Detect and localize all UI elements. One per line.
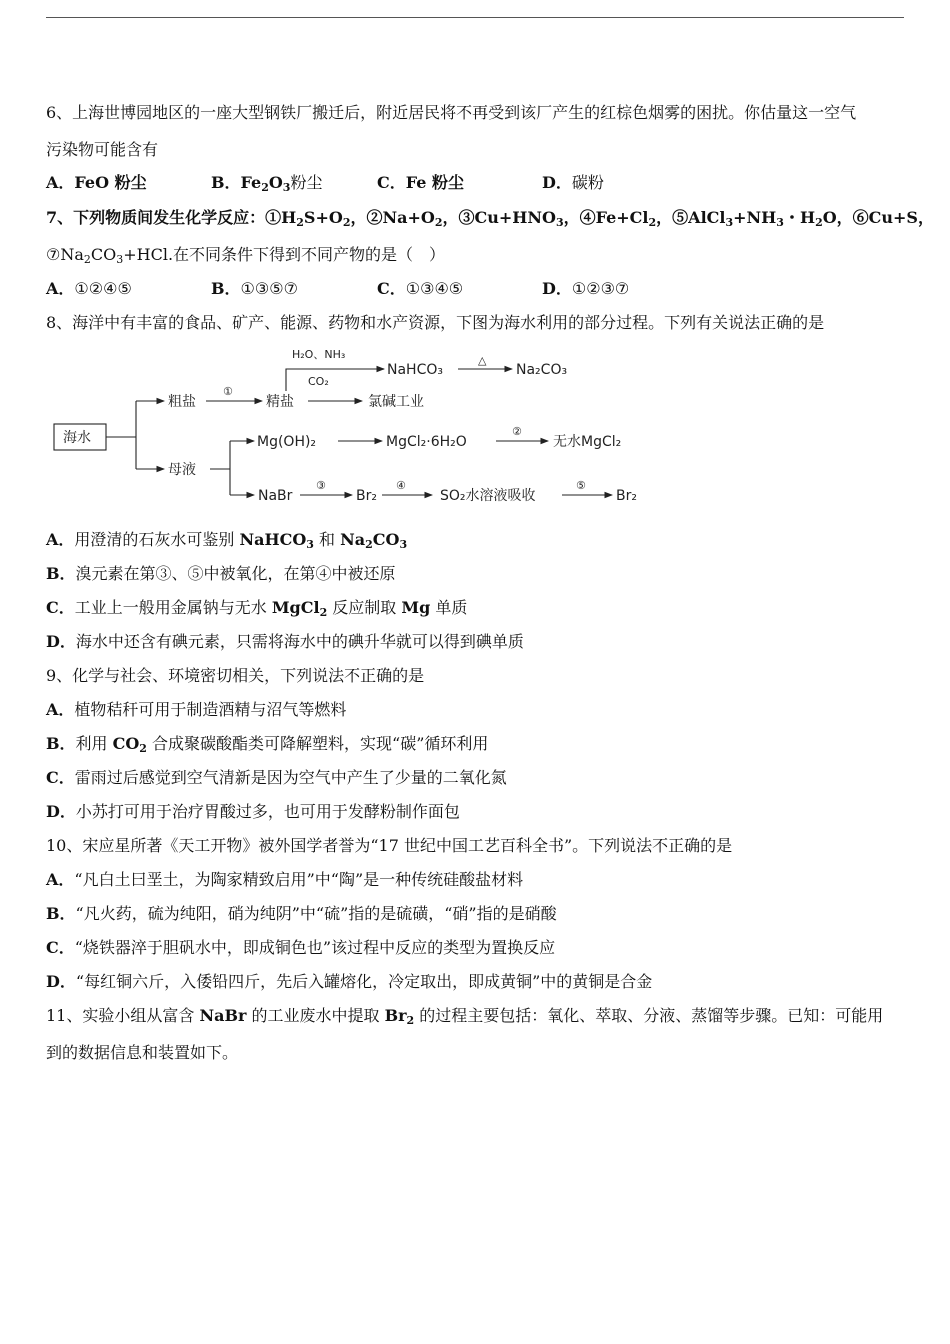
header-rule [46, 17, 904, 18]
heat-label: △ [478, 354, 487, 367]
step-4-label: ④ [396, 479, 406, 492]
br2-second-label: Br₂ [616, 488, 637, 504]
q10-option-b[interactable]: B．“凡火药，硫为纯阳，硝为纯阴”中“硫”指的是硫磺，“硝”指的是硝酸 [46, 904, 557, 923]
na2co3-label: Na₂CO₃ [516, 362, 568, 378]
refined-salt-label: 精盐 [266, 394, 294, 410]
seawater-label: 海水 [63, 430, 91, 446]
q8-option-c[interactable]: C．工业上一般用金属钠与无水 MgCl$_2$ 反应制取 Mg 单质 [46, 598, 468, 619]
q11-stem-line2: 到的数据信息和装置如下。 [46, 1043, 239, 1062]
q7-stem-line1: 7、下列物质间发生化学反应：$①H_2S+O_2$，$②Na+O_2$，$③Cu+HNO_3$，$④Fe+Cl_2$，$⑤AlCl_3+NH_3$・$H_2O$，⑥Cu+S， [46, 208, 934, 229]
mgoh2-label: Mg(OH)₂ [257, 434, 317, 450]
q11-stem-line1: 11、实验小组从富含 NaBr 的工业废水中提取 $Br_2$ 的过程主要包括：氧化、萃取、分液、蒸馏等步骤。已知：可能用 [46, 1006, 884, 1027]
q9-stem: 9、化学与社会、环境密切相关，下列说法不正确的是 [46, 666, 425, 685]
q8-option-d[interactable]: D．海水中还含有碘元素，只需将海水中的碘升华就可以得到碘单质 [46, 632, 524, 651]
q10-option-a[interactable]: A．“凡白土曰垩土，为陶家精致启用”中“陶”是一种传统硅酸盐材料 [46, 870, 524, 889]
q6-option-a[interactable]: A．FeO 粉尘 [46, 173, 147, 192]
seawater-process-diagram [50, 338, 650, 516]
q9-option-a[interactable]: A．植物秸秆可用于制造酒精与沼气等燃料 [46, 700, 347, 719]
q8-option-b[interactable]: B．溴元素在第③、⑤中被氧化，在第④中被还原 [46, 564, 396, 583]
so2-absorption-label: SO₂水溶液吸收 [440, 488, 536, 504]
step-2-label: ② [512, 425, 522, 438]
q9-option-b[interactable]: B．利用 $CO_2$ 合成聚碳酸酯类可降解塑料，实现“碳”循环利用 [46, 734, 489, 755]
q9-option-d[interactable]: D．小苏打可用于治疗胃酸过多，也可用于发酵粉制作面包 [46, 802, 460, 821]
chlor-alkali-label: 氯碱工业 [368, 394, 424, 410]
q10-option-d[interactable]: D．“每红铜六斤，入倭铅四斤，先后入罐熔化，冷定取出，即成黄铜”中的黄铜是合金 [46, 972, 653, 991]
co2-label: CO₂ [308, 375, 329, 388]
nabr-label: NaBr [258, 488, 293, 504]
q8-stem: 8、海洋中有丰富的食品、矿产、能源、药物和水产资源，下图为海水利用的部分过程。下列有关说法正确的是 [46, 313, 825, 332]
q9-option-c[interactable]: C．雷雨过后感觉到空气清新是因为空气中产生了少量的二氧化氮 [46, 768, 507, 787]
anhydrous-mgcl2-label: 无水MgCl₂ [553, 434, 622, 450]
q7-option-d[interactable]: D．①②③⑦ [542, 279, 630, 298]
q6-stem-line1: 6、上海世博园地区的一座大型钢铁厂搬迁后，附近居民将不再受到该厂产生的红棕色烟雾的困扰。你估量这一空气 [46, 103, 857, 122]
q8-option-a[interactable]: A．用澄清的石灰水可鉴别 NaHCO$_3$ 和 $Na_2CO_3$ [46, 530, 408, 551]
q6-option-b[interactable]: B．$Fe_2O_3$粉尘 [211, 173, 323, 194]
q6-option-d[interactable]: D．碳粉 [542, 173, 604, 192]
q7-option-a[interactable]: A．①②④⑤ [46, 279, 132, 298]
reagents-label: H₂O、NH₃ [292, 348, 346, 361]
step-5-label: ⑤ [576, 479, 586, 492]
step-3-label: ③ [316, 479, 326, 492]
q6-option-c[interactable]: C．Fe 粉尘 [377, 173, 464, 192]
nahco3-label: NaHCO₃ [387, 362, 443, 378]
crude-salt-label: 粗盐 [168, 394, 196, 410]
mgcl2-hydrate-label: MgCl₂·6H₂O [386, 434, 467, 450]
q6-stem-line2: 污染物可能含有 [46, 140, 159, 159]
q10-stem: 10、宋应星所著《天工开物》被外国学者誉为“17 世纪中国工艺百科全书”。下列说法不正确的是 [46, 836, 733, 855]
br2-first-label: Br₂ [356, 488, 377, 504]
q10-option-c[interactable]: C．“烧铁器淬于胆矾水中，即成铜色也”该过程中反应的类型为置换反应 [46, 938, 556, 957]
step-1-label: ① [223, 385, 233, 398]
q7-option-c[interactable]: C．①③④⑤ [377, 279, 464, 298]
mother-liquor-label: 母液 [168, 462, 196, 478]
q7-stem-line2: $⑦Na_2CO_3+HCl$.在不同条件下得到不同产物的是（ ） [46, 245, 446, 266]
q7-option-b[interactable]: B．①③⑤⑦ [211, 279, 298, 298]
